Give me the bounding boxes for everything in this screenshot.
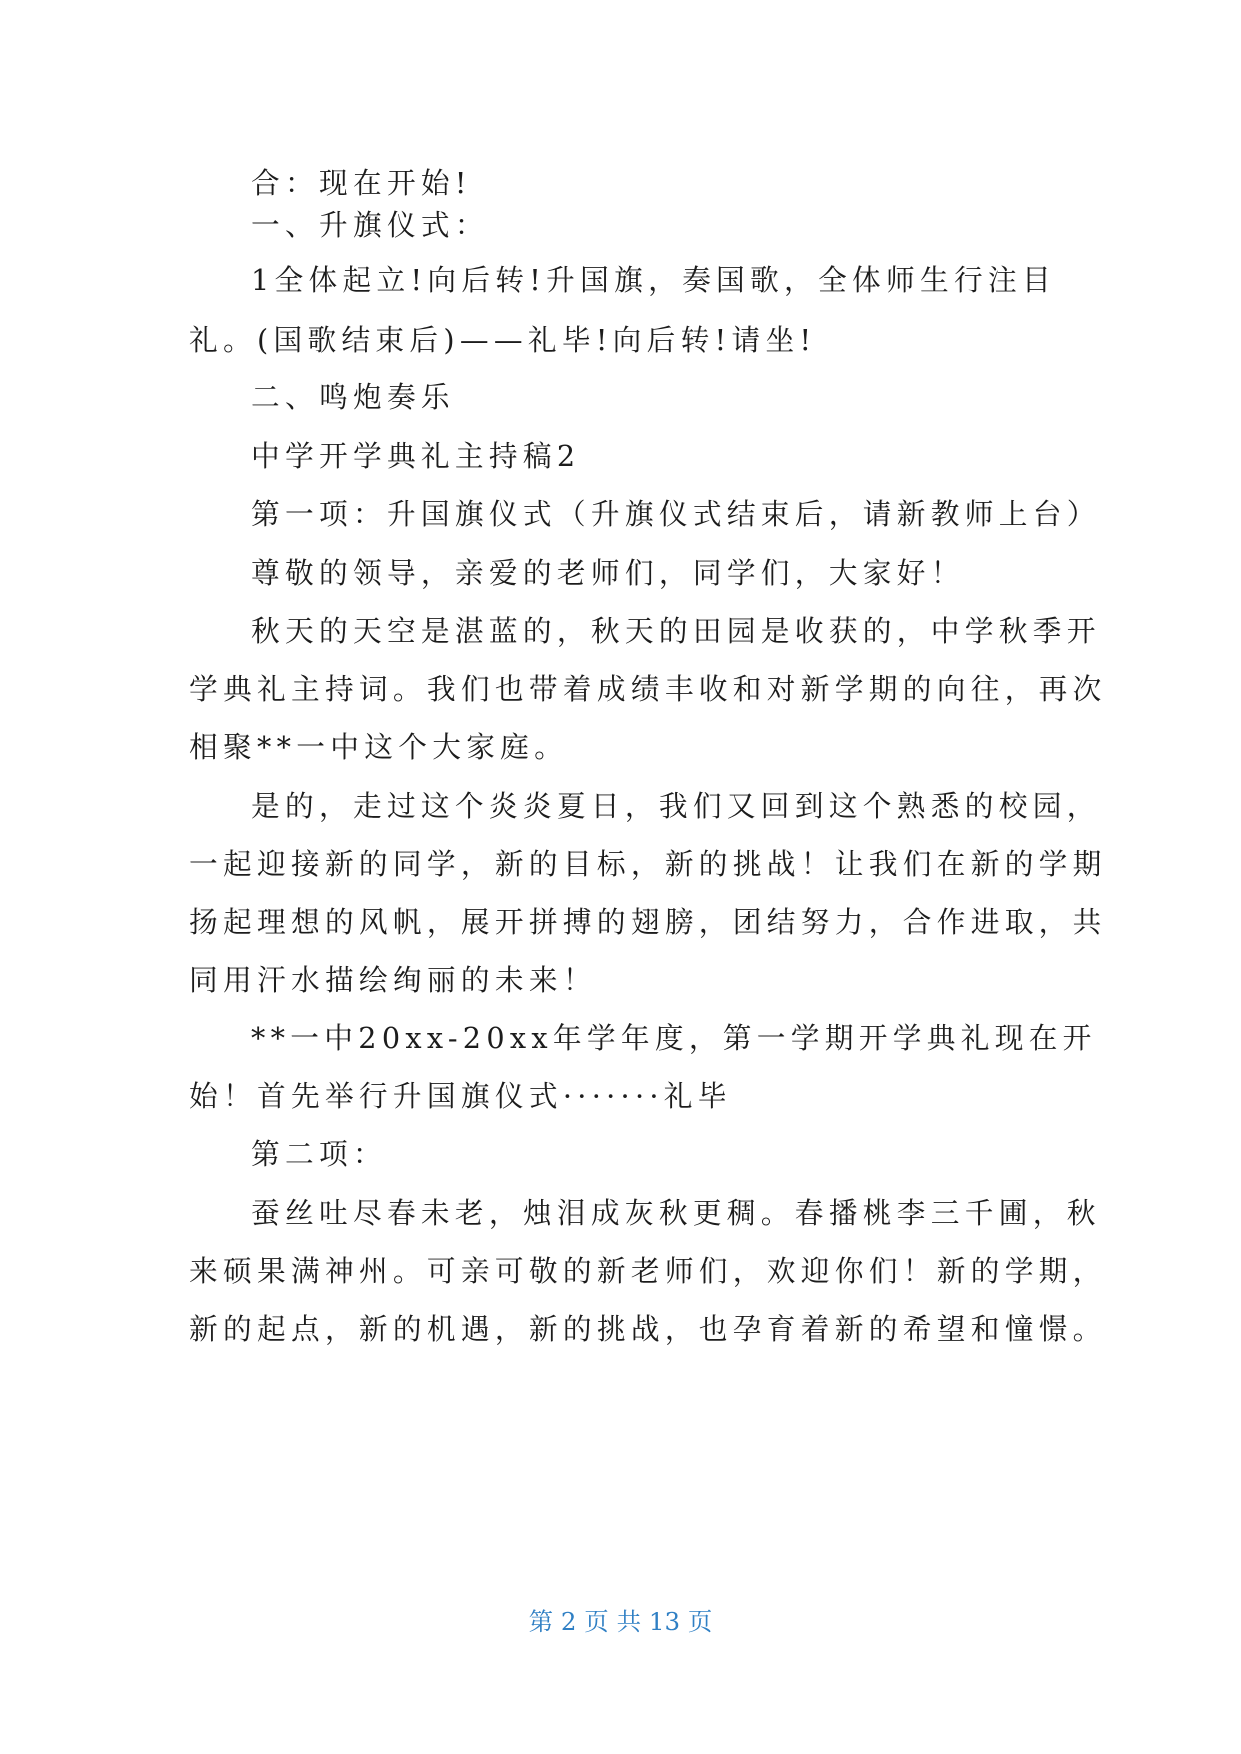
paragraph-line: 1全体起立!向后转!升国旗，奏国歌，全体师生行注目 (251, 263, 1056, 297)
paragraph-line: 尊敬的领导，亲爱的老师们，同学们，大家好！ (251, 556, 965, 590)
paragraph-line: 扬起理想的风帆，展开拼搏的翅膀，团结努力，合作进取，共 (189, 905, 1107, 939)
paragraph-line: 秋天的天空是湛蓝的，秋天的田园是收获的，中学秋季开 (251, 614, 1101, 648)
section-heading: 第二项： (251, 1137, 387, 1171)
paragraph-line: 来硕果满神州。可亲可敬的新老师们，欢迎你们！新的学期， (189, 1254, 1107, 1288)
paragraph-line: 始！首先举行升国旗仪式·······礼毕 (189, 1079, 732, 1113)
section-heading: 一、升旗仪式： (251, 208, 489, 242)
document-subtitle: 中学开学典礼主持稿2 (251, 439, 581, 473)
section-heading: 第一项：升国旗仪式（升旗仪式结束后，请新教师上台） (251, 497, 1101, 531)
paragraph-line: 相聚**一中这个大家庭。 (189, 730, 569, 764)
page-number-footer: 第 2 页 共 13 页 (528, 1607, 713, 1636)
paragraph-line: 蚕丝吐尽春未老，烛泪成灰秋更稠。春播桃李三千圃，秋 (251, 1196, 1101, 1230)
paragraph-line: 礼。(国歌结束后)——礼毕!向后转!请坐! (189, 323, 817, 357)
paragraph-line: 合：现在开始! (251, 166, 472, 200)
paragraph-line: 新的起点，新的机遇，新的挑战，也孕育着新的希望和憧憬。 (189, 1312, 1107, 1346)
paragraph-line: 是的，走过这个炎炎夏日，我们又回到这个熟悉的校园， (251, 789, 1101, 823)
paragraph-line: 学典礼主持词。我们也带着成绩丰收和对新学期的向往，再次 (189, 672, 1107, 706)
section-heading: 二、鸣炮奏乐 (251, 380, 455, 414)
paragraph-line: 一起迎接新的同学，新的目标，新的挑战！让我们在新的学期 (189, 847, 1107, 881)
paragraph-line: 同用汗水描绘绚丽的未来！ (189, 963, 597, 997)
paragraph-line: **一中20xx-20xx年学年度，第一学期开学典礼现在开 (251, 1021, 1097, 1055)
